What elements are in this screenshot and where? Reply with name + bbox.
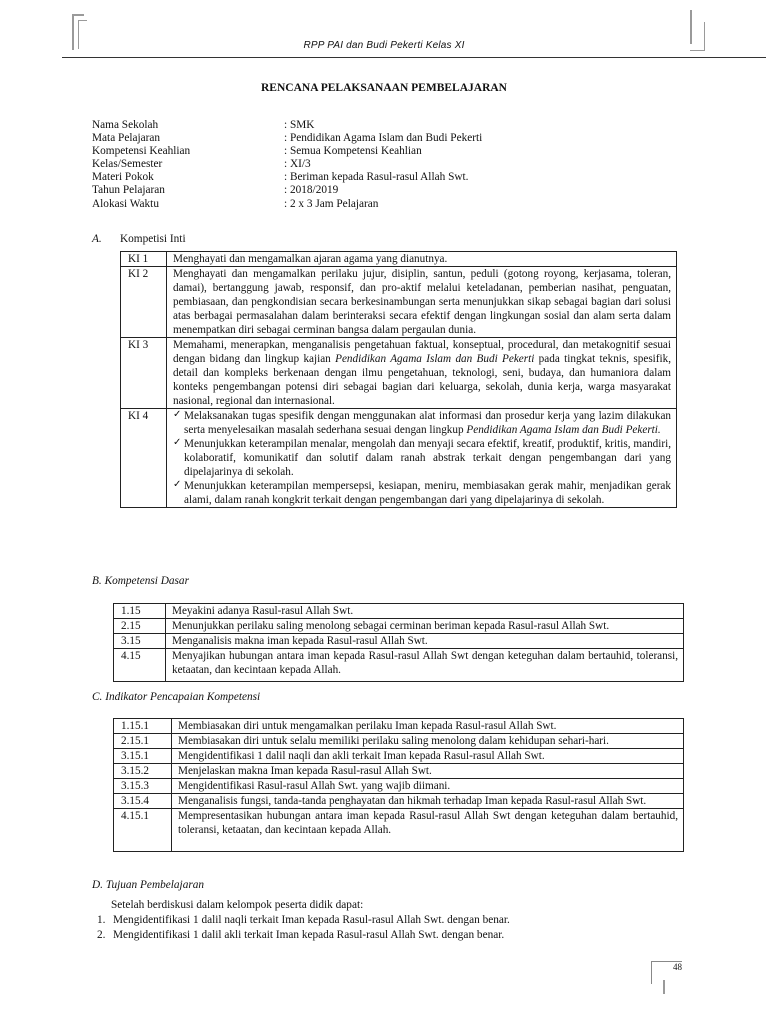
table-row: 3.15 Menganalisis makna iman kepada Rasul-rasul Allah Swt.	[114, 634, 684, 649]
table-row: 3.15.1 Mengidentifikasi 1 dalil naqli dan akli terkait Iman kepada Rasul-rasul Allah Swt.	[114, 749, 684, 764]
table-row: 4.15 Menyajikan hubungan antara iman kepada Rasul-rasul Allah Swt dengan keteguhan dalam bertauhid, toleransi, ketaatan, dan kecintaan kepada Allah.	[114, 649, 684, 682]
ki3-text: Memahami, menerapkan, menganalisis pengetahuan faktual, konseptual, procedural, dan metakognitif sesuai dengan bidang dan lingkup kajian Pendidikan Agama Islam dan Budi Pekerti pada tingkat teknis, spesifik, detail dan kompleks berkenaan dengan ilmu pengetahuan, teknologi, seni, budaya, dan humaniora dalam konteks pengembangan potensi diri sebagai bagian dari keluarga, sekolah, dunia kerja, warga masyarakat nasional, regional dan internasional.	[167, 338, 677, 409]
section-d-heading: D. Tujuan Pembelajaran	[92, 879, 205, 891]
table-row: 1.15 Meyakini adanya Rasul-rasul Allah Swt.	[114, 604, 684, 619]
learning-goals	[97, 898, 697, 943]
goals-intro: Setelah berdiskusi dalam kelompok peserta didik dapat:	[111, 899, 364, 911]
ipk-table	[113, 718, 684, 852]
table-row: KI 4 ✓ Melaksanakan tugas spesifik dengan menggunakan alat informasi dan prosedur kerja yang lazim dilakukan serta menyelesaikan masalah sederhana sesuai dengan lingkup Pendidikan Agama Islam dan Budi Pekerti. ✓ Menunjukkan keterampilan menalar, mengolah dan menyaji secara efektif, kreatif, produktif, kritis, mandiri, kolaboratif, komunikatif dan solutif dalam ranah abstrak terkait dengan pengembangan dari yang dipelajarinya di sekolah. ✓ Menunjukkan keterampilan mempersepsi, kesiapan, meniru, membiasakan gerak mahir, menjadikan gerak alami, dalam ranah kongkrit terkait dengan pengembangan dari yang dipelajarinya di sekolah.	[121, 409, 677, 508]
section-a-heading: A. Kompetisi Inti	[92, 233, 186, 245]
ki4-list	[167, 409, 677, 508]
table-row: 3.15.3 Mengidentifikasi Rasul-rasul Allah Swt. yang wajib diimani.	[114, 779, 684, 794]
kd-table	[113, 603, 684, 682]
list-item: ✓ Menunjukkan keterampilan menalar, mengolah dan menyaji secara efektif, kreatif, produktif, kritis, mandiri, kolaboratif, komunikatif dan solutif dalam ranah abstrak terkait dengan pengembangan dari yang dipelajarinya di sekolah.	[173, 437, 671, 478]
list-item: ✓ Melaksanakan tugas spesifik dengan menggunakan alat informasi dan prosedur kerja yang lazim dilakukan serta menyelesaikan masalah sederhana sesuai dengan lingkup Pendidikan Agama Islam dan Budi Pekerti.	[173, 409, 671, 436]
table-row: 2.15.1 Membiasakan diri untuk selalu memiliki perilaku saling menolong dalam kehidupan sehari-hari.	[114, 734, 684, 749]
table-row: KI 2 Menghayati dan mengamalkan perilaku jujur, disiplin, santun, peduli (gotong royong, kerjasama, toleran, damai), bertanggung jawab, responsif, dan pro-aktif melalui keteladanan, pemberian nasihat, penguatan, pembiasaan, dan pengkondisian secara berkesinambungan serta menunjukkan sikap sebagai bagian dari solusi atas berbagai permasalahan dalam berinteraksi secara efektif dengan lingkungan sosial dan alam serta dalam menempatkan diri sebagai cerminan bangsa dalam pergaulan dunia.	[121, 267, 677, 338]
list-item: 1. Mengidentifikasi 1 dalil naqli terkait Iman kepada Rasul-rasul Allah Swt. dengan benar.	[97, 914, 510, 926]
table-row: 3.15.4 Menganalisis fungsi, tanda-tanda penghayatan dan hikmah terhadap Iman kepada Rasul-rasul Allah Swt.	[114, 794, 684, 809]
check-icon: ✓	[173, 409, 182, 420]
list-item: 2. Mengidentifikasi 1 dalil akli terkait Iman kepada Rasul-rasul Allah Swt. dengan benar.	[97, 929, 505, 941]
running-header: RPP PAI dan Budi Pekerti Kelas XI	[303, 40, 465, 51]
document-title: RENCANA PELAKSANAAN PEMBELAJARAN	[261, 82, 507, 94]
table-row: 1.15.1 Membiasakan diri untuk mengamalkan perilaku Iman kepada Rasul-rasul Allah Swt.	[114, 719, 684, 734]
table-row: 4.15.1 Mempresentasikan hubungan antara iman kepada Rasul-rasul Allah Swt dengan keteguhan dalam bertauhid, toleransi, ketaatan, dan kecintaan kepada Allah.	[114, 809, 684, 852]
section-b-heading: B. Kompetensi Dasar	[92, 575, 189, 587]
header-rule	[62, 57, 766, 58]
check-icon: ✓	[173, 479, 182, 490]
table-row: 2.15 Menunjukkan perilaku saling menolong sebagai cerminan beriman kepada Rasul-rasul Allah Swt.	[114, 619, 684, 634]
table-row: 3.15.2 Menjelaskan makna Iman kepada Rasul-rasul Allah Swt.	[114, 764, 684, 779]
table-row: KI 1 Menghayati dan mengamalkan ajaran agama yang dianutnya.	[121, 252, 677, 267]
section-c-heading: C. Indikator Pencapaian Kompetensi	[92, 691, 261, 703]
check-icon: ✓	[173, 437, 182, 448]
ki-table	[120, 251, 677, 508]
table-row: KI 3 Memahami, menerapkan, menganalisis pengetahuan faktual, konseptual, procedural, dan metakognitif sesuai dengan bidang dan lingkup kajian Pendidikan Agama Islam dan Budi Pekerti pada tingkat teknis, spesifik, detail dan kompleks berkenaan dengan ilmu pengetahuan, teknologi, seni, budaya, dan humaniora dalam konteks pengembangan potensi diri sebagai bagian dari keluarga, sekolah, dunia kerja, warga masyarakat nasional, regional dan internasional.	[121, 338, 677, 409]
page-number: 48	[651, 961, 682, 984]
list-item: ✓ Menunjukkan keterampilan mempersepsi, kesiapan, meniru, membiasakan gerak mahir, menjadikan gerak alami, dalam ranah kongkrit terkait dengan pengembangan dari yang dipelajarinya di sekolah.	[173, 479, 671, 506]
